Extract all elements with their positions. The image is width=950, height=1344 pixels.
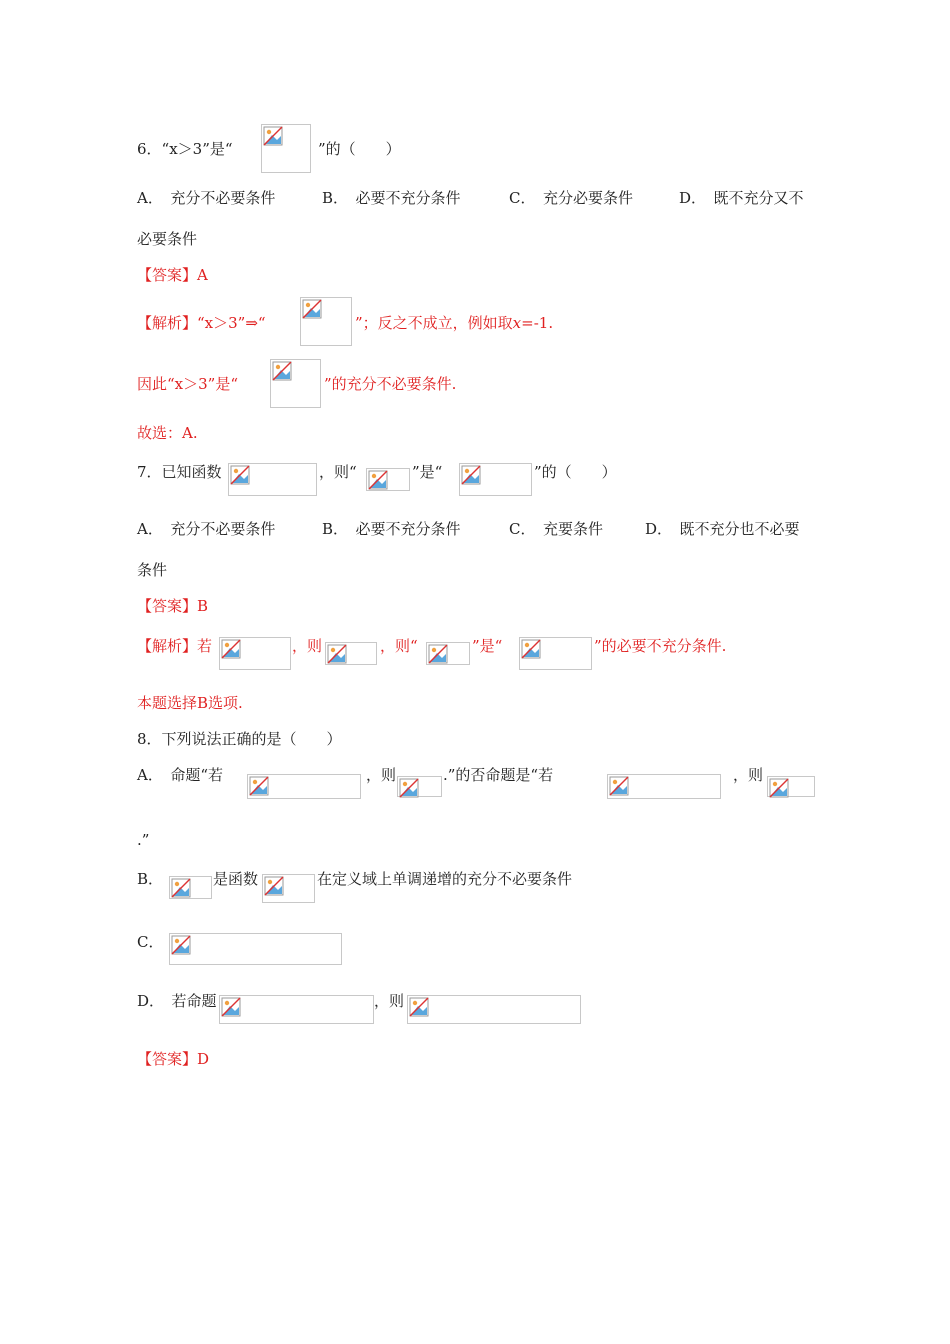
q7-option-d-continued: 条件	[137, 561, 168, 579]
broken-image-icon	[171, 935, 191, 955]
q6-option-b: B． 必要不充分条件	[322, 189, 461, 207]
q6-therefore-end: ”的充分不必要条件.	[324, 375, 457, 393]
broken-image-icon	[171, 878, 191, 898]
answer-tag: 【答案】	[137, 1050, 198, 1068]
variable-x: x	[512, 314, 522, 332]
q7-stem-start: 7．已知函数	[137, 463, 222, 481]
broken-image-icon	[428, 644, 448, 664]
q7-option-d: D． 既不充分也不必要	[645, 520, 800, 538]
q8-option-a-middle: .”的否命题是“若	[443, 766, 554, 784]
analysis-text: “x＞3”⇒“	[197, 314, 266, 332]
q8-d-image-2	[407, 995, 581, 1024]
q8-option-b-end: 在定义域上单调递增的充分不必要条件	[317, 870, 573, 888]
q6-option-d-continued: 必要条件	[137, 230, 198, 248]
q8-b-image-2	[262, 874, 315, 903]
q7-analysis-image-3	[426, 642, 470, 665]
q8-b-image-1	[169, 876, 212, 899]
q6-option-c: C． 充分必要条件	[509, 189, 633, 207]
q6-stem-end: ”的（ ）	[318, 140, 401, 158]
q8-a-image-2	[397, 776, 442, 797]
q8-stem: 8．下列说法正确的是（ ）	[137, 730, 342, 748]
q7-option-a: A． 充分不必要条件	[137, 520, 276, 538]
q6-option-a: A． 充分不必要条件	[137, 189, 276, 207]
analysis-tag: 【解析】	[137, 637, 198, 655]
q8-answer	[137, 1049, 209, 1069]
q7-function-image	[228, 463, 317, 496]
q7-analysis-is: ”是“	[472, 637, 503, 655]
analysis-text: ”；反之不成立，例如取	[355, 314, 513, 332]
q8-option-b-is-function: 是函数	[213, 870, 259, 888]
q8-option-b-label: B．	[137, 870, 164, 888]
q7-choose: 本题选择B选项.	[137, 694, 243, 712]
broken-image-icon	[249, 776, 269, 796]
q7-stem-then: ，则“	[319, 463, 357, 481]
q8-a-image-3	[607, 774, 721, 799]
answer-value: B	[197, 597, 209, 615]
broken-image-icon	[263, 126, 283, 146]
q7-analysis-then-1: ，则	[292, 637, 323, 655]
q8-option-d-then: ，则	[374, 992, 405, 1010]
q7-option-b: B． 必要不充分条件	[322, 520, 461, 538]
q6-answer	[137, 265, 208, 285]
analysis-text: 若	[197, 637, 213, 655]
broken-image-icon	[272, 361, 292, 381]
analysis-text: =-1.	[521, 314, 554, 332]
q8-option-a-then-2: ，则	[733, 766, 764, 784]
q8-option-a-start: A． 命题“若	[137, 766, 224, 784]
q8-option-a-then: ，则	[366, 766, 397, 784]
q6-choose: 故选：A.	[137, 424, 198, 442]
q6-stem-start: 6．“x＞3”是“	[137, 140, 233, 158]
q6-therefore-start: 因此“x＞3”是“	[137, 375, 239, 393]
q8-a-image-4	[767, 776, 815, 797]
answer-value: A	[197, 266, 208, 284]
q7-analysis-image-1	[219, 637, 291, 670]
analysis-tag: 【解析】	[137, 314, 198, 332]
q6-analysis-start	[137, 313, 266, 333]
q6-option-d: D． 既不充分又不	[679, 189, 804, 207]
broken-image-icon	[769, 778, 789, 798]
q6-formula-image	[261, 124, 311, 173]
q7-option-c: C． 充要条件	[509, 520, 603, 538]
broken-image-icon	[461, 465, 481, 485]
broken-image-icon	[302, 299, 322, 319]
broken-image-icon	[221, 639, 241, 659]
q7-conclusion-image	[459, 463, 532, 496]
q7-answer	[137, 596, 208, 616]
q7-analysis-start	[137, 636, 212, 656]
broken-image-icon	[230, 465, 250, 485]
q7-stem-end: ”的（ ）	[534, 463, 617, 481]
broken-image-icon	[399, 778, 419, 798]
q7-condition-image	[366, 468, 410, 491]
q8-c-image	[169, 933, 342, 965]
q6-therefore-image	[270, 359, 321, 408]
q8-option-a-end: .”	[137, 831, 150, 849]
q7-stem-is: ”是“	[412, 463, 443, 481]
q8-a-image-1	[247, 774, 361, 799]
broken-image-icon	[221, 997, 241, 1017]
q7-analysis-end: ”的必要不充分条件.	[594, 637, 727, 655]
broken-image-icon	[521, 639, 541, 659]
q7-analysis-then-2: ，则“	[380, 637, 418, 655]
q6-analysis-end	[355, 313, 553, 333]
broken-image-icon	[327, 644, 347, 664]
broken-image-icon	[264, 876, 284, 896]
q8-option-d-start: D． 若命题	[137, 992, 217, 1010]
broken-image-icon	[409, 997, 429, 1017]
q8-option-c-label: C．	[137, 933, 164, 951]
broken-image-icon	[609, 776, 629, 796]
q6-analysis-image	[300, 297, 352, 346]
q7-analysis-image-2	[325, 642, 377, 665]
answer-value: D	[197, 1050, 210, 1068]
q8-d-image-1	[219, 995, 374, 1024]
answer-tag: 【答案】	[137, 597, 198, 615]
broken-image-icon	[368, 470, 388, 490]
q7-analysis-image-4	[519, 637, 592, 670]
answer-tag: 【答案】	[137, 266, 198, 284]
